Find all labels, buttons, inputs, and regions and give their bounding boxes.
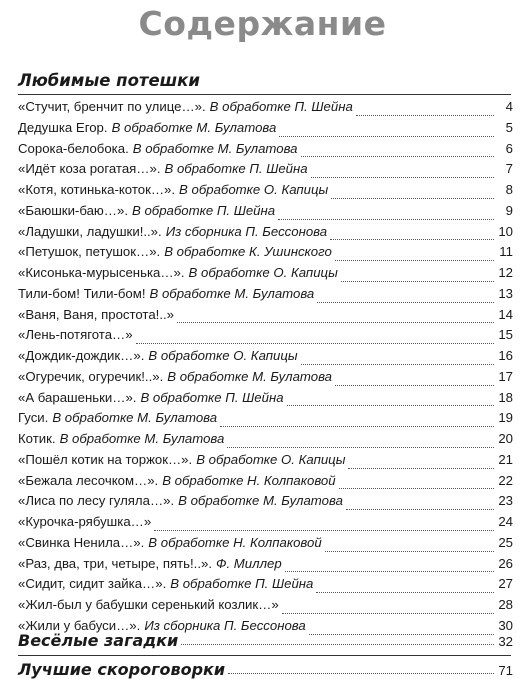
page-number: 8: [505, 182, 513, 197]
toc-entry[interactable]: [18, 367, 513, 388]
dot-leader: [282, 603, 494, 614]
page-title: Содержание: [138, 4, 387, 43]
entry-adaptation-note: В обработке Н. Колпаковой: [148, 534, 322, 550]
toc-entry[interactable]: [18, 408, 513, 429]
dot-leader: [330, 229, 494, 240]
page-number: 15: [498, 327, 513, 343]
entry-title: «Лиса по лесу гуляла…».: [18, 493, 175, 509]
entry-title: «Жили у бабуси…».: [18, 617, 141, 633]
section-divider: [18, 94, 511, 95]
entry-title: «Сидит, сидит зайка…».: [18, 576, 167, 592]
dot-leader: [316, 582, 494, 593]
toc-entry[interactable]: [18, 97, 513, 118]
entry-title: Гуси.: [18, 410, 49, 426]
entry-title: «Огуречик, огуречик!..».: [18, 368, 164, 384]
page-number: 26: [498, 555, 513, 571]
entry-adaptation-note: В обработке П. Шейна: [164, 161, 308, 177]
entry-title: «Петушок, петушок…».: [18, 244, 161, 260]
toc-entry[interactable]: [18, 201, 513, 222]
page-number: 4: [505, 99, 513, 114]
entry-adaptation-note: В обработке О. Капицы: [196, 451, 346, 467]
toc-list: [18, 97, 513, 637]
dot-leader: [285, 561, 494, 572]
entry-adaptation-note: В обработке К. Ушинского: [164, 244, 332, 260]
entry-title: «Идёт коза рогатая…».: [18, 161, 161, 177]
page-number: 17: [498, 368, 513, 384]
dot-leader: [311, 167, 494, 178]
entry-adaptation-note: В обработке М. Булатова: [52, 410, 218, 426]
entry-title: Дедушка Егор.: [18, 119, 108, 135]
entry-title: «Курочка-рябушка…»: [18, 514, 152, 529]
dot-leader: [279, 126, 494, 137]
dot-leader: [317, 292, 494, 303]
entry-title: «Ладушки, ладушки!..».: [18, 223, 162, 239]
toc-entry[interactable]: [18, 388, 513, 409]
toc-entry[interactable]: [18, 180, 513, 201]
page-number: 28: [498, 597, 513, 612]
toc-entry[interactable]: [18, 554, 513, 575]
toc-entry[interactable]: [18, 533, 513, 554]
page-number: 22: [498, 472, 513, 488]
page-number: 11: [499, 244, 513, 260]
entry-title: Котик.: [18, 431, 56, 446]
dot-leader: [177, 312, 494, 323]
page-number: 10: [498, 223, 513, 239]
dot-leader: [301, 354, 494, 365]
entry-title: Сорока-белобока.: [18, 140, 129, 156]
dot-leader: [227, 437, 494, 448]
entry-title: «Стучит, бренчит по улице…».: [18, 99, 206, 114]
entry-adaptation-note: В обработке П. Шейна: [209, 99, 353, 114]
entry-title: «Котя, котинька-коток…».: [18, 182, 176, 197]
dot-leader: [356, 105, 494, 116]
toc-section-tongue-twisters[interactable]: [18, 660, 513, 679]
entry-title: «Пошёл котик на торжок…».: [18, 451, 193, 467]
entry-title: «Свинка Ненила…».: [18, 534, 145, 550]
entry-title: «Кисонька-мурысенька…».: [18, 265, 185, 280]
toc-entry[interactable]: [18, 346, 513, 367]
toc-entry[interactable]: [18, 429, 513, 450]
entry-adaptation-note: Ф. Миллер: [216, 555, 282, 571]
page-number: 32: [498, 634, 513, 649]
page-number: 24: [498, 514, 513, 529]
toc-entry[interactable]: [18, 450, 513, 471]
toc-entry[interactable]: [18, 595, 513, 616]
toc-entry[interactable]: [18, 159, 513, 180]
entry-adaptation-note: В обработке О. Капицы: [179, 182, 329, 197]
page-number: 12: [498, 265, 513, 280]
dot-leader: [341, 271, 494, 282]
page-number: 71: [498, 663, 513, 678]
entry-title: «Раз, два, три, четыре, пять!..».: [18, 555, 212, 571]
entry-adaptation-note: В обработке П. Шейна: [170, 576, 314, 592]
entry-title: «Ваня, Ваня, простота!..»: [18, 306, 174, 322]
dot-leader: [278, 209, 494, 220]
section-divider: [18, 655, 511, 656]
section-heading-lovely-nursery-rhymes: Любимые потешки: [18, 71, 200, 90]
page-number: 30: [498, 617, 513, 633]
toc-entry[interactable]: [18, 263, 513, 284]
page-number: 23: [498, 493, 513, 509]
toc-entry[interactable]: [18, 242, 513, 263]
dot-leader: [331, 188, 494, 199]
toc-entry[interactable]: [18, 471, 513, 492]
entry-adaptation-note: В обработке М. Булатова: [132, 140, 298, 156]
toc-entry[interactable]: [18, 491, 513, 512]
dot-leader: [287, 395, 494, 406]
section-title: Весёлые загадки: [18, 631, 179, 650]
entry-adaptation-note: Из сборника П. Бессонова: [165, 223, 328, 239]
page-number: 13: [498, 285, 513, 301]
toc-entry[interactable]: [18, 118, 513, 139]
entry-title: «Дождик-дождик…».: [18, 348, 145, 363]
entry-title: «А барашеньки…».: [18, 389, 137, 405]
page-number: 7: [505, 161, 513, 177]
entry-adaptation-note: В обработке Н. Колпаковой: [162, 472, 336, 488]
dot-leader: [335, 375, 494, 386]
toc-entry[interactable]: [18, 222, 513, 243]
entry-adaptation-note: В обработке П. Шейна: [131, 202, 276, 218]
page-number: 18: [498, 389, 513, 405]
entry-title: «Баюшки-баю…».: [18, 202, 128, 218]
entry-title: «Жил-был у бабушки серенький козлик…»: [18, 597, 279, 612]
page-number: 19: [498, 410, 513, 426]
toc-entry[interactable]: [18, 305, 513, 326]
section-title: Лучшие скороговорки: [18, 660, 226, 679]
page-number: 9: [505, 202, 513, 218]
page-number: 16: [498, 348, 513, 363]
entry-adaptation-note: В обработке О. Капицы: [148, 348, 298, 363]
entry-adaptation-note: Из сборника П. Бессонова: [144, 617, 306, 633]
entry-title: «Бежала лесочком…».: [18, 472, 159, 488]
page-number: 25: [498, 534, 513, 550]
page-number: 5: [505, 119, 513, 135]
toc-entry[interactable]: [18, 512, 513, 533]
dot-leader: [181, 634, 494, 645]
dot-leader: [154, 520, 494, 531]
dot-leader: [335, 250, 494, 261]
toc-entry[interactable]: [18, 574, 513, 595]
dot-leader: [348, 458, 494, 469]
dot-leader: [228, 663, 494, 674]
dot-leader: [339, 478, 494, 489]
entry-adaptation-note: В обработке П. Шейна: [140, 389, 284, 405]
page-number: 27: [498, 576, 513, 592]
entry-adaptation-note: В обработке М. Булатова: [167, 368, 333, 384]
toc-section-riddles[interactable]: [18, 631, 513, 650]
toc-entry[interactable]: [18, 139, 513, 160]
entry-title: Тили-бом! Тили-бом!: [18, 285, 146, 301]
dot-leader: [301, 146, 494, 157]
entry-title: «Лень-потягота…»: [18, 327, 133, 343]
entry-adaptation-note: В обработке М. Булатова: [149, 285, 315, 301]
page-number: 20: [498, 431, 513, 446]
toc-entry[interactable]: [18, 284, 513, 305]
dot-leader: [220, 416, 494, 427]
toc-entry[interactable]: [18, 325, 513, 346]
dot-leader: [325, 541, 494, 552]
dot-leader: [346, 499, 494, 510]
entry-adaptation-note: В обработке М. Булатова: [111, 119, 277, 135]
entry-adaptation-note: В обработке М. Булатова: [59, 431, 225, 446]
page-number: 21: [498, 451, 513, 467]
page-number: 14: [498, 306, 513, 322]
dot-leader: [136, 333, 494, 344]
entry-adaptation-note: В обработке О. Капицы: [188, 265, 338, 280]
entry-adaptation-note: В обработке М. Булатова: [178, 493, 343, 509]
page-number: 6: [505, 140, 513, 156]
